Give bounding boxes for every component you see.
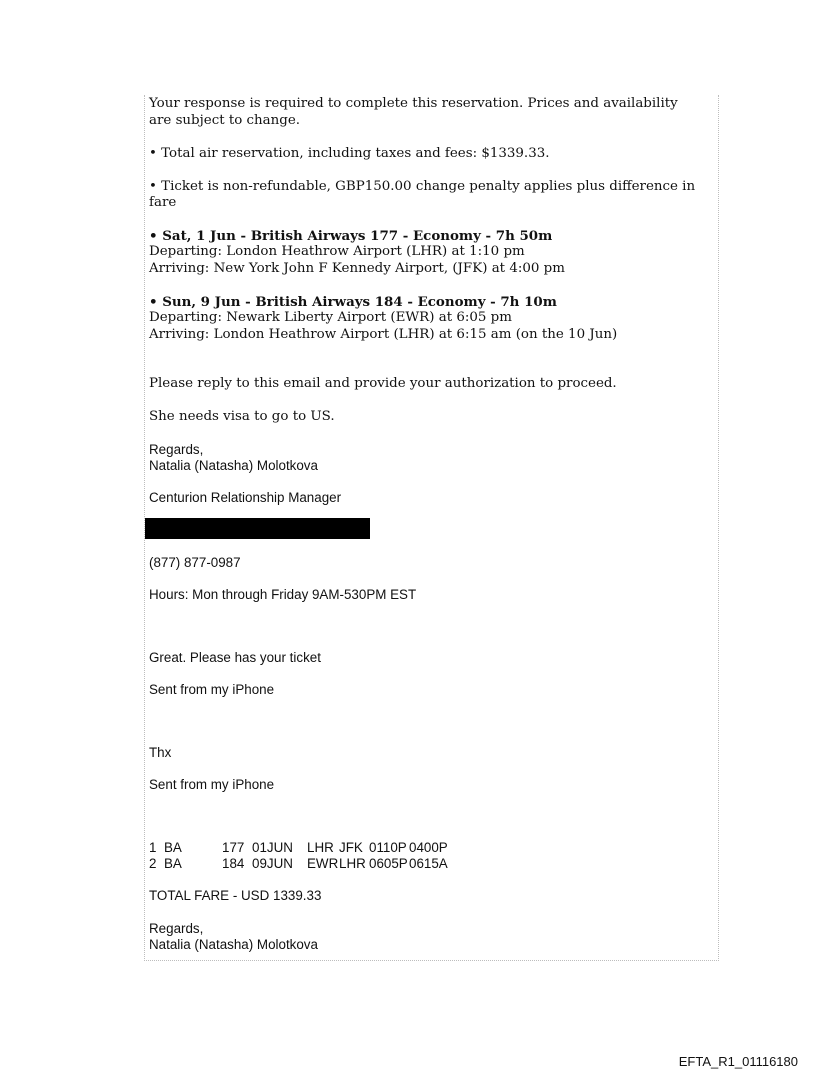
sender-name: Natalia (Natasha) Molotkova bbox=[149, 458, 318, 473]
itinerary-from: LHR bbox=[307, 840, 334, 855]
regards: Regards, bbox=[149, 442, 204, 457]
itinerary-seq: 1 bbox=[149, 840, 157, 855]
itinerary-airline: BA bbox=[164, 856, 182, 871]
itinerary-flight: 184 bbox=[222, 856, 245, 871]
flight-1-departing: Departing: London Heathrow Airport (LHR) at 1:10 pm bbox=[149, 244, 525, 259]
intro-line-1: Your response is required to complete this reservation. Prices and availability bbox=[149, 96, 678, 111]
itinerary-arrive: 0400P bbox=[409, 840, 448, 855]
sent-from-signature-1: Sent from my iPhone bbox=[149, 682, 275, 697]
itinerary-depart: 0110P bbox=[369, 840, 407, 855]
document-id: EFTA_R1_01116180 bbox=[678, 1054, 798, 1069]
sender-title: Centurion Relationship Manager bbox=[149, 490, 342, 505]
total-reservation-line: • Total air reservation, including taxes and fees: $1339.33. bbox=[149, 146, 550, 161]
ticket-policy-line-1: • Ticket is non-refundable, GBP150.00 change penalty applies plus difference in bbox=[149, 179, 696, 194]
itinerary-arrive: 0615A bbox=[409, 856, 448, 871]
itinerary-to: LHR bbox=[339, 856, 366, 871]
sent-from-signature-2: Sent from my iPhone bbox=[149, 777, 275, 792]
flight-2-departing: Departing: Newark Liberty Airport (EWR) at 6:05 pm bbox=[149, 310, 512, 325]
ticket-policy-line-2: fare bbox=[149, 195, 177, 210]
visa-note: She needs visa to go to US. bbox=[149, 409, 335, 424]
flight-2-arriving: Arriving: London Heathrow Airport (LHR) at 6:15 am (on the 10 Jun) bbox=[149, 327, 618, 342]
reply-message-1: Great. Please has your ticket bbox=[149, 650, 321, 665]
reply-message-2: Thx bbox=[149, 745, 172, 760]
itinerary-date: 09JUN bbox=[252, 856, 293, 871]
phone-number: (877) 877-0987 bbox=[149, 555, 241, 570]
reply-request: Please reply to this email and provide your authorization to proceed. bbox=[149, 376, 617, 391]
flight-2-heading: • Sun, 9 Jun - British Airways 184 - Economy - 7h 10m bbox=[149, 294, 557, 310]
itinerary-seq: 2 bbox=[149, 856, 157, 871]
intro-line-2: are subject to change. bbox=[149, 113, 301, 128]
itinerary-to: JFK bbox=[339, 840, 363, 855]
business-hours: Hours: Mon through Friday 9AM-530PM EST bbox=[149, 587, 417, 602]
itinerary-flight: 177 bbox=[222, 840, 245, 855]
total-fare: TOTAL FARE - USD 1339.33 bbox=[149, 888, 322, 903]
itinerary-airline: BA bbox=[164, 840, 182, 855]
flight-1-arriving: Arriving: New York John F Kennedy Airport, (JFK) at 4:00 pm bbox=[149, 261, 565, 276]
sender-name-2: Natalia (Natasha) Molotkova bbox=[149, 937, 318, 952]
regards-2: Regards, bbox=[149, 921, 204, 936]
flight-1-heading: • Sat, 1 Jun - British Airways 177 - Economy - 7h 50m bbox=[149, 228, 553, 244]
itinerary-depart: 0605P bbox=[369, 856, 408, 871]
itinerary-from: EWR bbox=[307, 856, 339, 871]
itinerary-date: 01JUN bbox=[252, 840, 293, 855]
redaction-bar bbox=[145, 518, 370, 539]
